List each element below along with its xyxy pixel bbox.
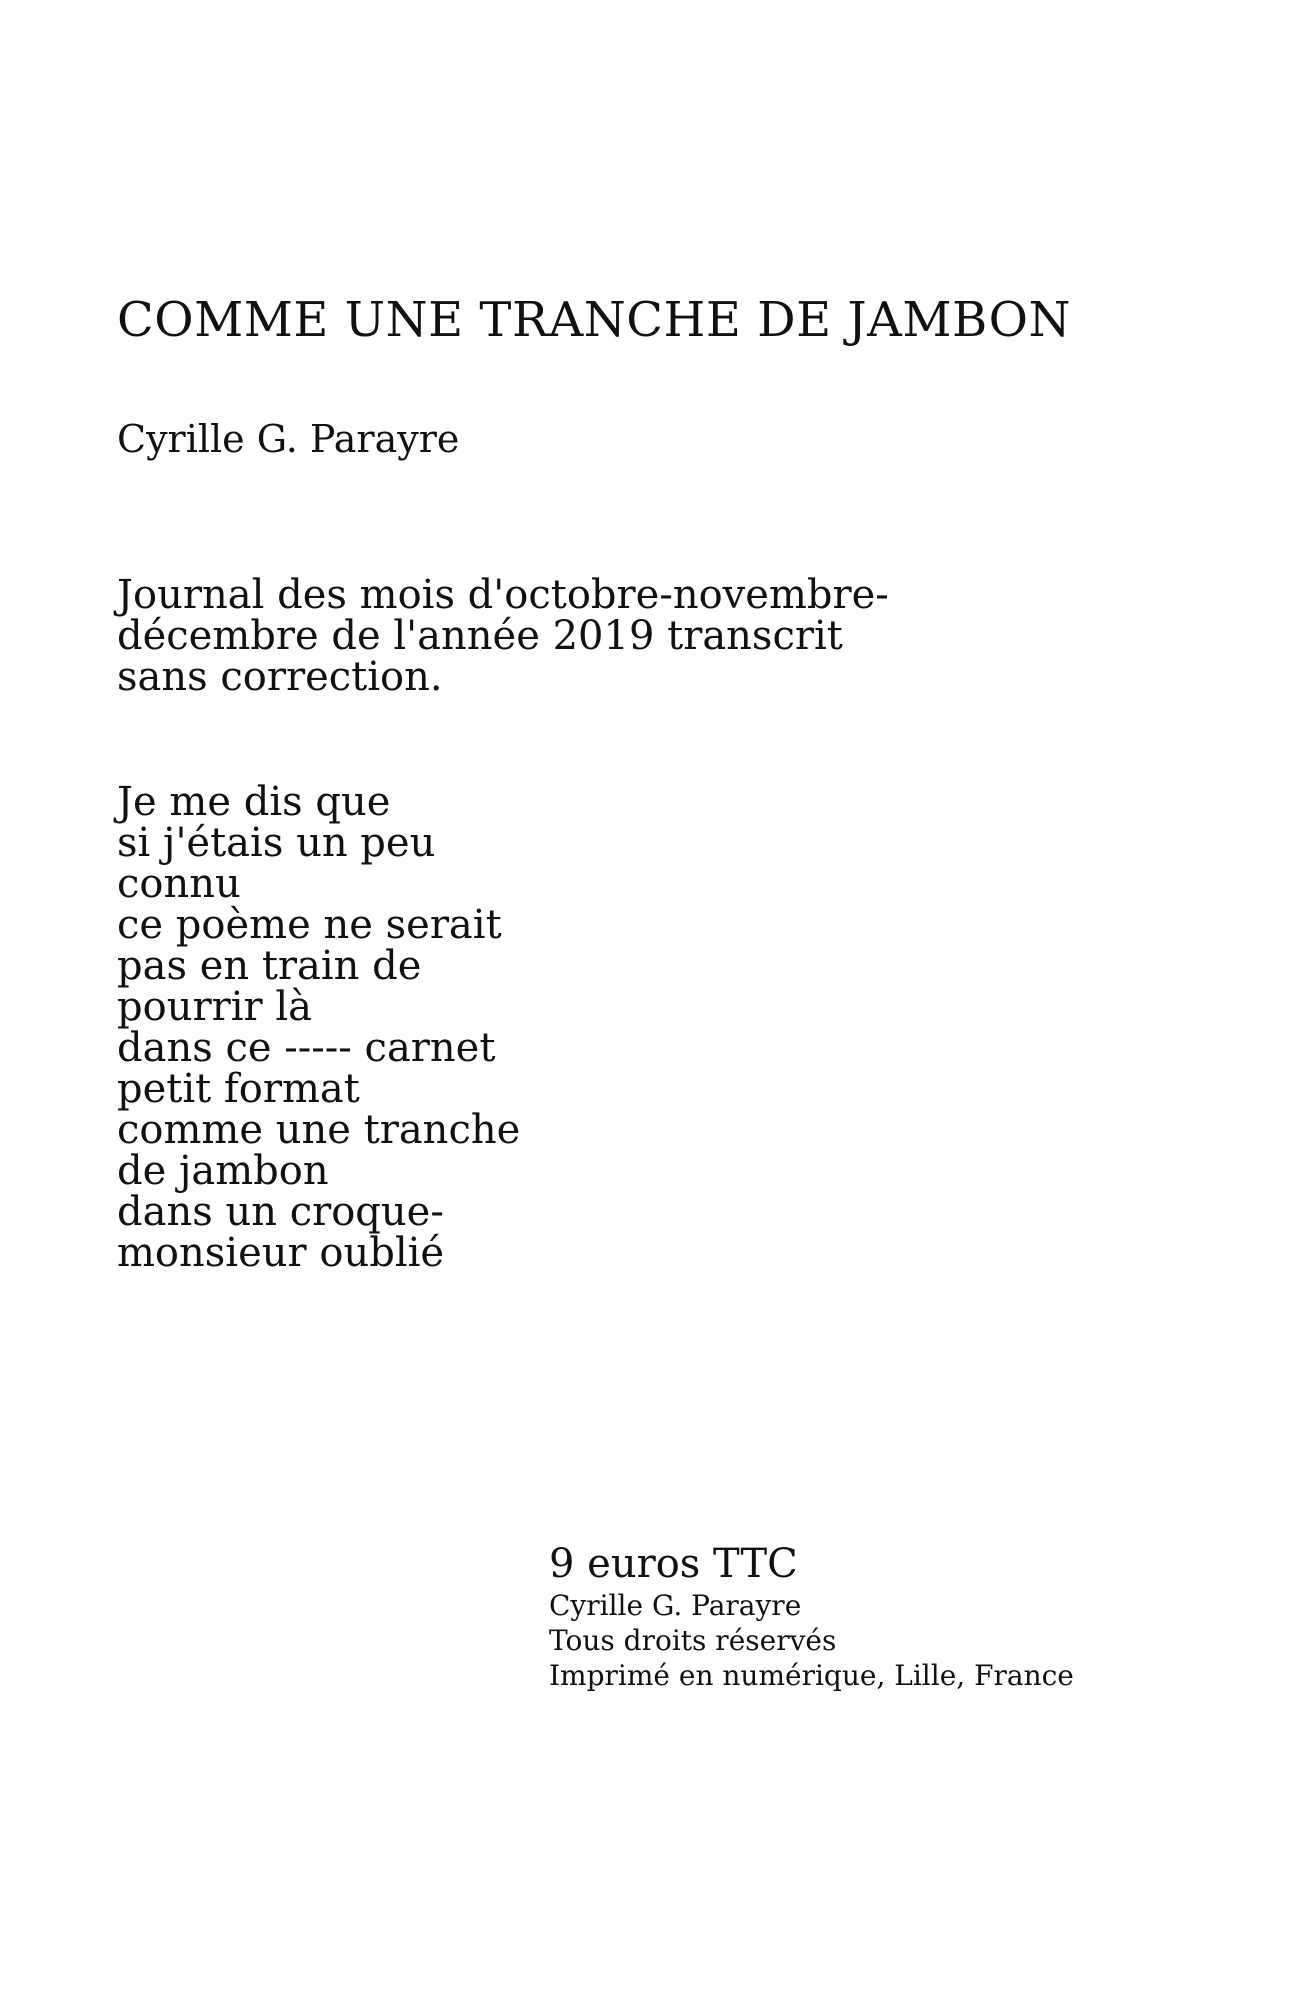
poem-line: monsieur oublié	[117, 1230, 445, 1276]
colophon	[549, 1540, 1249, 1693]
printing-notice: Imprimé en numérique, Lille, France	[549, 1659, 1074, 1692]
poem	[117, 779, 817, 1276]
poem-line: pourrir là	[117, 984, 312, 1030]
poem-line: si j'étais un peu	[117, 820, 436, 866]
poem-line: ce poème ne serait	[117, 902, 502, 948]
book-title: COMME UNE TRANCHE DE JAMBON	[117, 292, 1071, 348]
intro-line: Journal des mois d'octobre-novembre-	[117, 572, 889, 618]
poem-line: dans un croque-	[117, 1189, 444, 1235]
poem-line: dans ce ----- carnet	[117, 1025, 496, 1071]
poem-line: petit format	[117, 1066, 360, 1112]
intro-line: sans correction.	[117, 654, 443, 700]
poem-line: connu	[117, 861, 241, 907]
intro-line: décembre de l'année 2019 transcrit	[117, 613, 843, 659]
colophon-author: Cyrille G. Parayre	[549, 1589, 802, 1622]
rights-notice: Tous droits réservés	[549, 1624, 837, 1657]
poem-line: comme une tranche	[117, 1107, 521, 1153]
poem-line: de jambon	[117, 1148, 329, 1194]
poem-line: Je me dis que	[117, 779, 391, 825]
price-label: 9 euros TTC	[549, 1541, 798, 1587]
poem-line: pas en train de	[117, 943, 422, 989]
intro-paragraph	[117, 572, 1017, 700]
author-name: Cyrille G. Parayre	[117, 417, 460, 461]
